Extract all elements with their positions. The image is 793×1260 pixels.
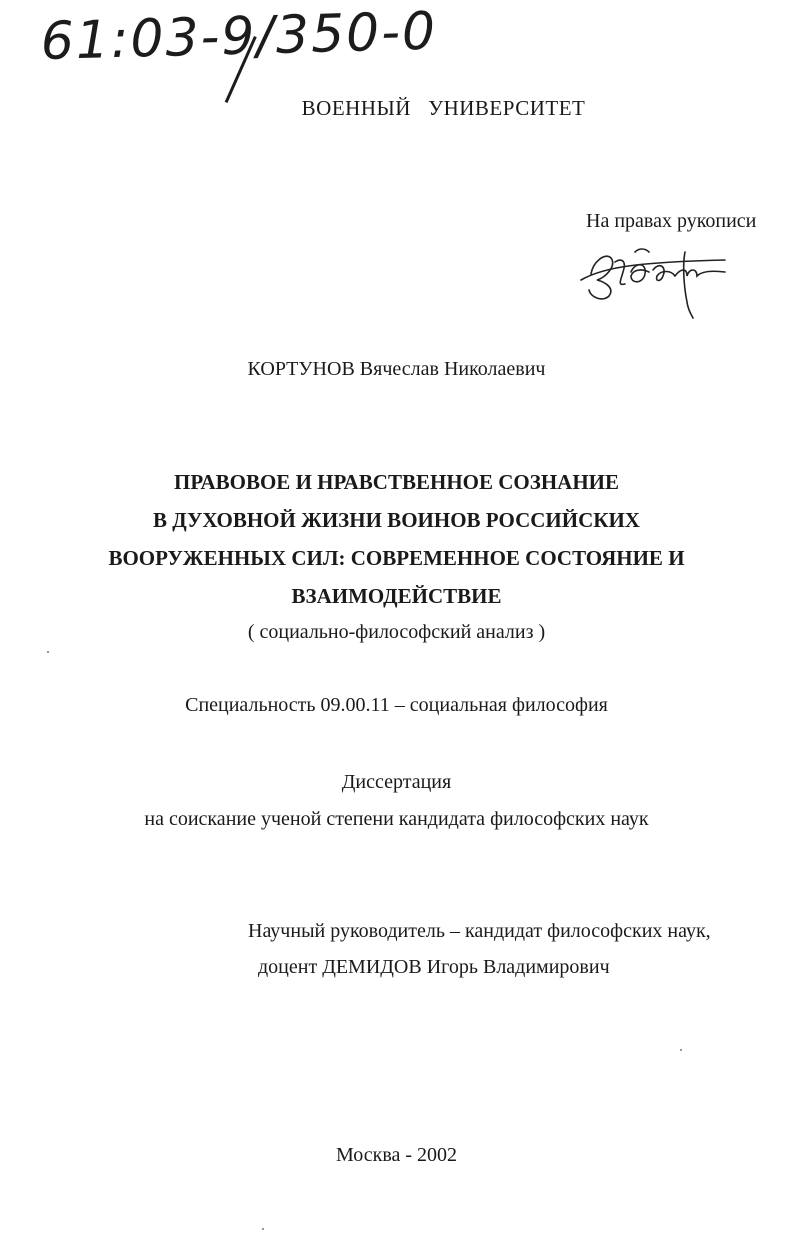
advisor-line-1: Научный руководитель – кандидат философских наук, xyxy=(248,920,711,942)
author-signature xyxy=(575,222,745,322)
specialty: Специальность 09.00.11 – социальная философия xyxy=(185,694,608,716)
institution-word-2: УНИВЕРСИТЕТ xyxy=(428,96,586,120)
degree: на соискание ученой степени кандидата философских наук xyxy=(144,808,649,830)
institution-name xyxy=(0,96,793,121)
subtitle: ( социально-философский анализ ) xyxy=(247,621,546,643)
rights-note: На правах рукописи xyxy=(586,210,757,232)
author-name: КОРТУНОВ Вячеслав Николаевич xyxy=(247,358,546,380)
document-type: Диссертация xyxy=(341,771,452,793)
title-line-3: ВООРУЖЕННЫХ СИЛ: СОВРЕМЕННОЕ СОСТОЯНИЕ И xyxy=(108,546,685,570)
title-line-4: ВЗАИМОДЕЙСТВИЕ xyxy=(291,584,502,608)
handwritten-catalog-number: 61:03-9/350-0 xyxy=(40,1,438,72)
institution-word-1: ВОЕННЫЙ xyxy=(301,96,411,120)
city-year: Москва - 2002 xyxy=(335,1144,458,1166)
title-line-1: ПРАВОВОЕ И НРАВСТВЕННОЕ СОЗНАНИЕ xyxy=(173,470,620,494)
scan-speck xyxy=(262,1228,264,1230)
title-line-2: В ДУХОВНОЙ ЖИЗНИ ВОИНОВ РОССИЙСКИХ xyxy=(153,508,640,532)
scan-speck xyxy=(680,1049,682,1051)
scan-speck xyxy=(47,651,49,653)
advisor-line-2: доцент ДЕМИДОВ Игорь Владимирович xyxy=(258,956,610,978)
